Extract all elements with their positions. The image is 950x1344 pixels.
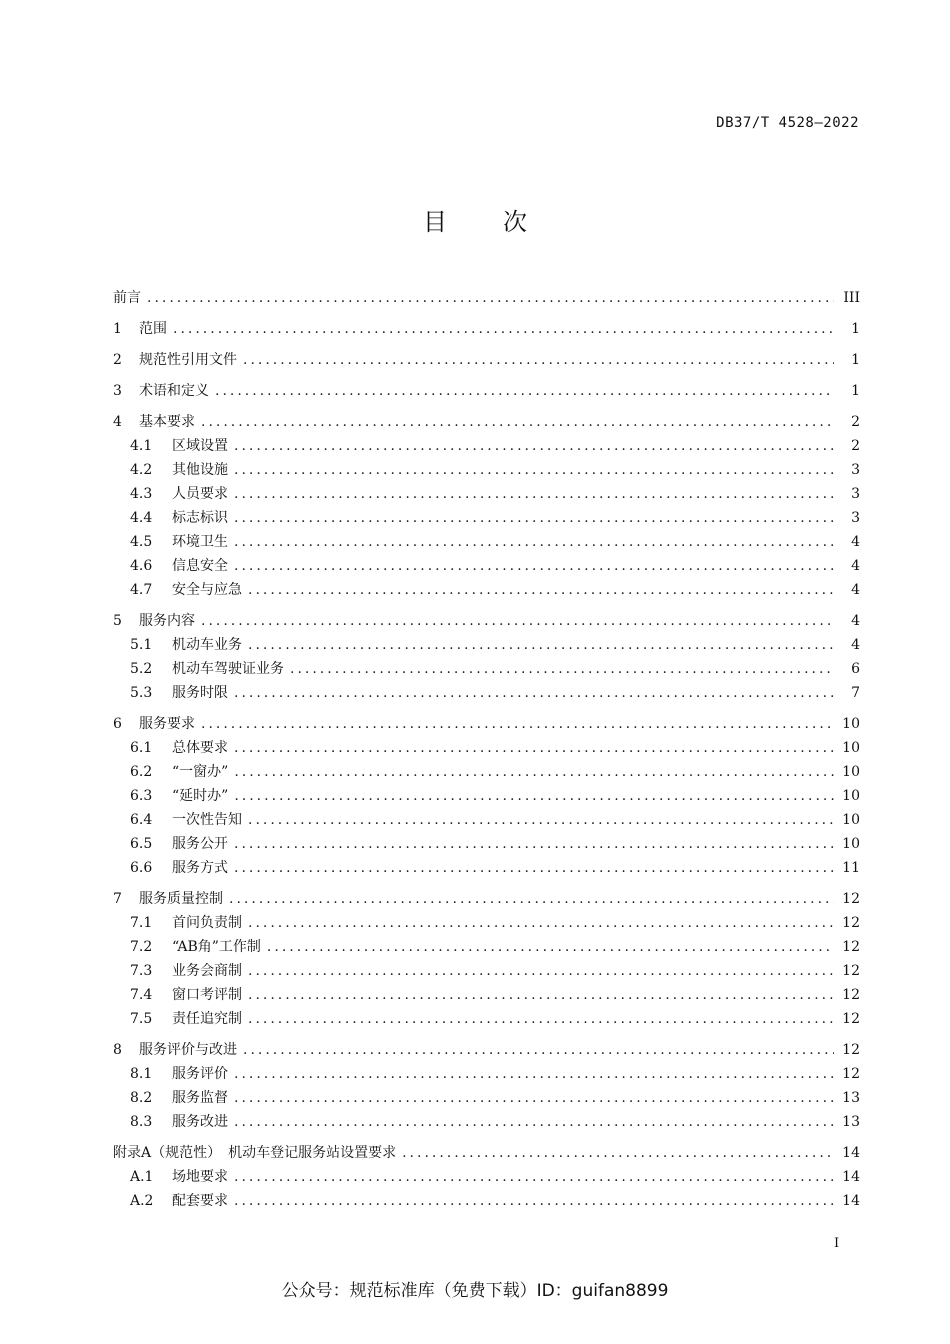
toc-leader-dots (147, 286, 834, 310)
toc-entry-label: 服务时限 (172, 685, 228, 701)
toc-entry-page: 14 (842, 1193, 860, 1209)
toc-leader-dots (173, 317, 834, 341)
toc-entry-page: 10 (842, 788, 860, 804)
toc-subentry[interactable] (113, 1062, 860, 1086)
toc-entry-page: 12 (842, 963, 860, 979)
toc-entry-label: 机动车业务 (172, 637, 242, 653)
toc-entry-number: 5.3 (130, 685, 153, 701)
toc-entry-page: 2 (851, 414, 860, 430)
toc-entry-label: 安全与应急 (172, 582, 242, 598)
toc-entry-page: 4 (851, 613, 860, 629)
toc-entry-page: 13 (842, 1114, 860, 1130)
toc-entry-label: 责任追究制 (172, 1011, 242, 1027)
toc-subentry[interactable] (113, 681, 860, 705)
toc-entry-page: 3 (851, 462, 860, 478)
toc-entry-label: 场地要求 (172, 1169, 228, 1185)
toc-subentry[interactable] (113, 983, 860, 1007)
toc-subentry[interactable] (113, 832, 860, 856)
toc-entry-label: 服务质量控制 (139, 891, 223, 907)
toc-entry-number: 4.7 (130, 582, 153, 598)
toc-entry-number: 6 (113, 716, 122, 732)
toc-leader-dots (248, 578, 834, 602)
toc-entry-number: 4.1 (130, 438, 153, 454)
toc-entry-page: 2 (851, 438, 860, 454)
toc-entry-page: 10 (842, 716, 860, 732)
toc-entry-number: 4.6 (130, 558, 153, 574)
toc-entry-page: 1 (851, 352, 860, 368)
toc-entry[interactable] (113, 609, 860, 633)
toc-subentry[interactable] (113, 482, 860, 506)
toc-entry-label: 信息安全 (172, 558, 228, 574)
toc-leader-dots (215, 379, 834, 403)
toc-entry-label: 服务方式 (172, 860, 228, 876)
toc-leader-dots (290, 657, 834, 681)
toc-leader-dots (234, 681, 834, 705)
toc-leader-dots (234, 856, 834, 880)
toc-entry-page: 4 (851, 534, 860, 550)
toc-leader-dots (229, 887, 834, 911)
toc-entry-number: 5 (113, 613, 122, 629)
toc-entry-number: 5.1 (130, 637, 153, 653)
toc-entry-number: 8.3 (130, 1114, 153, 1130)
toc-leader-dots (234, 1062, 834, 1086)
toc-entry-number: 4.2 (130, 462, 153, 478)
toc-entry-label: “一窗办” (172, 764, 229, 780)
toc-entry-page: 3 (851, 486, 860, 502)
toc-leader-dots (234, 1165, 834, 1189)
toc-entry-label: 服务内容 (139, 613, 195, 629)
toc-subentry[interactable] (113, 808, 860, 832)
toc-entry-label: 总体要求 (172, 740, 228, 756)
toc-subentry[interactable] (113, 1165, 860, 1189)
toc-entry[interactable] (113, 1038, 860, 1062)
toc-entry-label: 附录A（规范性） 机动车登记服务站设置要求 (113, 1145, 397, 1161)
toc-leader-dots (201, 410, 834, 434)
toc-subentry[interactable] (113, 633, 860, 657)
toc-entry-label: “延时办” (172, 788, 229, 804)
toc-entry-page: 13 (842, 1090, 860, 1106)
toc-entry-label: 标志标识 (172, 510, 228, 526)
toc-leader-dots (234, 506, 834, 530)
toc-leader-dots (243, 1038, 834, 1062)
toc-entry-number: 8.2 (130, 1090, 153, 1106)
toc-entry-number: 6.5 (130, 836, 153, 852)
toc-entry-label: 范围 (139, 321, 167, 337)
toc-entry-page: III (843, 290, 860, 306)
toc-leader-dots (248, 808, 834, 832)
toc-entry-label: 其他设施 (172, 462, 228, 478)
toc-leader-dots (234, 1110, 834, 1134)
toc-subentry[interactable] (113, 530, 860, 554)
toc-entry[interactable] (113, 712, 860, 736)
toc-entry-label: 环境卫生 (172, 534, 228, 550)
toc-entry-number: 7.1 (130, 915, 153, 931)
toc-entry-number: 6.3 (130, 788, 153, 804)
toc-entry-page: 12 (842, 1066, 860, 1082)
toc-entry-label: “AB角”工作制 (172, 939, 261, 955)
toc-entry-label: 服务评价与改进 (139, 1042, 237, 1058)
toc-entry-number: 7.4 (130, 987, 153, 1003)
toc-subentry[interactable] (113, 554, 860, 578)
footer-watermark: 公众号：规范标准库（免费下载）ID：guifan8899 (281, 1281, 669, 1301)
toc-leader-dots (201, 609, 834, 633)
toc-entry-page: 6 (851, 661, 860, 677)
toc-entry-number: 4.4 (130, 510, 153, 526)
toc-entry-page: 10 (842, 812, 860, 828)
toc-entry-label: 服务要求 (139, 716, 195, 732)
toc-entry-number: 6.6 (130, 860, 153, 876)
toc-leader-dots (248, 911, 834, 935)
toc-subentry[interactable] (113, 506, 860, 530)
toc-entry-number: 1 (113, 321, 122, 337)
toc-leader-dots (201, 712, 834, 736)
toc-entry-page: 11 (842, 860, 860, 876)
page-title: 目次 (423, 208, 583, 236)
document-code: DB37/T 4528—2022 (716, 115, 859, 131)
toc-subentry[interactable] (113, 856, 860, 880)
toc-entry-number: 6.2 (130, 764, 153, 780)
toc-entry-number: 7.5 (130, 1011, 153, 1027)
toc-entry[interactable] (113, 317, 860, 341)
toc-leader-dots (402, 1141, 834, 1165)
toc-leader-dots (248, 633, 834, 657)
toc-subentry[interactable] (113, 911, 860, 935)
toc-leader-dots (234, 554, 834, 578)
toc-entry-page: 12 (842, 915, 860, 931)
toc-entry-label: 服务公开 (172, 836, 228, 852)
toc-entry-number: A.2 (130, 1193, 154, 1209)
toc-entry[interactable] (113, 379, 860, 403)
toc-entry-number: 7.2 (130, 939, 153, 955)
toc-entry-number: 4.5 (130, 534, 153, 550)
toc-leader-dots (248, 983, 834, 1007)
toc-entry-page: 12 (842, 891, 860, 907)
toc-entry-label: 服务监督 (172, 1090, 228, 1106)
toc-entry-page: 1 (851, 321, 860, 337)
toc-entry-label: 区域设置 (172, 438, 228, 454)
toc-subentry[interactable] (113, 784, 860, 808)
toc-entry-label: 一次性告知 (172, 812, 242, 828)
toc-entry-number: 8.1 (130, 1066, 153, 1082)
toc-entry-label: 机动车驾驶证业务 (172, 661, 284, 677)
toc-leader-dots (234, 736, 834, 760)
toc-subentry[interactable] (113, 935, 860, 959)
toc-entry-page: 1 (851, 383, 860, 399)
toc-leader-dots (267, 935, 834, 959)
toc-entry-page: 10 (842, 740, 860, 756)
toc-entry-label: 术语和定义 (139, 383, 209, 399)
toc-entry-page: 12 (842, 939, 860, 955)
toc-leader-dots (234, 784, 834, 808)
toc-entry-page: 14 (842, 1169, 860, 1185)
toc-entry-number: 3 (113, 383, 122, 399)
toc-leader-dots (234, 458, 834, 482)
toc-entry-page: 7 (851, 685, 860, 701)
toc-subentry[interactable] (113, 657, 860, 681)
toc-entry-label: 服务评价 (172, 1066, 228, 1082)
toc-entry-label: 窗口考评制 (172, 987, 242, 1003)
toc-entry-page: 10 (842, 836, 860, 852)
toc-entry-label: 首问负责制 (172, 915, 242, 931)
toc-entry-number: 6.1 (130, 740, 153, 756)
toc-leader-dots (248, 1007, 834, 1031)
table-of-contents (113, 286, 860, 1213)
toc-entry-number: 4 (113, 414, 122, 430)
toc-leader-dots (234, 832, 834, 856)
toc-entry-label: 配套要求 (172, 1193, 228, 1209)
toc-entry-label: 服务改进 (172, 1114, 228, 1130)
toc-entry-label: 规范性引用文件 (139, 352, 237, 368)
toc-leader-dots (234, 1086, 834, 1110)
toc-subentry[interactable] (113, 434, 860, 458)
toc-entry-label: 前言 (113, 290, 141, 306)
toc-leader-dots (234, 1189, 834, 1213)
toc-entry[interactable] (113, 410, 860, 434)
toc-leader-dots (243, 348, 834, 372)
toc-subentry[interactable] (113, 736, 860, 760)
toc-entry-number: A.1 (130, 1169, 154, 1185)
toc-entry-page: 14 (842, 1145, 860, 1161)
toc-subentry[interactable] (113, 1007, 860, 1031)
toc-leader-dots (234, 530, 834, 554)
toc-entry-page: 10 (842, 764, 860, 780)
toc-entry-number: 2 (113, 352, 122, 368)
toc-entry-page: 4 (851, 558, 860, 574)
toc-subentry[interactable] (113, 1086, 860, 1110)
toc-subentry[interactable] (113, 1189, 860, 1213)
toc-entry[interactable] (113, 286, 860, 310)
toc-entry[interactable] (113, 887, 860, 911)
toc-entry-number: 4.3 (130, 486, 153, 502)
toc-entry-page: 12 (842, 1011, 860, 1027)
toc-entry-page: 12 (842, 1042, 860, 1058)
toc-leader-dots (248, 959, 834, 983)
toc-entry-number: 7 (113, 891, 122, 907)
toc-entry-number: 8 (113, 1042, 122, 1058)
toc-entry-page: 12 (842, 987, 860, 1003)
toc-entry-page: 4 (851, 582, 860, 598)
toc-subentry[interactable] (113, 578, 860, 602)
toc-entry-number: 5.2 (130, 661, 153, 677)
toc-leader-dots (234, 434, 834, 458)
toc-entry-number: 6.4 (130, 812, 153, 828)
toc-subentry[interactable] (113, 458, 860, 482)
toc-entry-number: 7.3 (130, 963, 153, 979)
page-number: I (834, 1236, 840, 1251)
toc-entry-label: 业务会商制 (172, 963, 242, 979)
toc-entry-page: 3 (851, 510, 860, 526)
toc-leader-dots (234, 482, 834, 506)
toc-subentry[interactable] (113, 959, 860, 983)
toc-entry-label: 基本要求 (139, 414, 195, 430)
toc-subentry[interactable] (113, 1110, 860, 1134)
toc-leader-dots (234, 760, 834, 784)
toc-subentry[interactable] (113, 760, 860, 784)
toc-entry-page: 4 (851, 637, 860, 653)
toc-entry[interactable] (113, 1141, 860, 1165)
toc-entry-label: 人员要求 (172, 486, 228, 502)
toc-entry[interactable] (113, 348, 860, 372)
